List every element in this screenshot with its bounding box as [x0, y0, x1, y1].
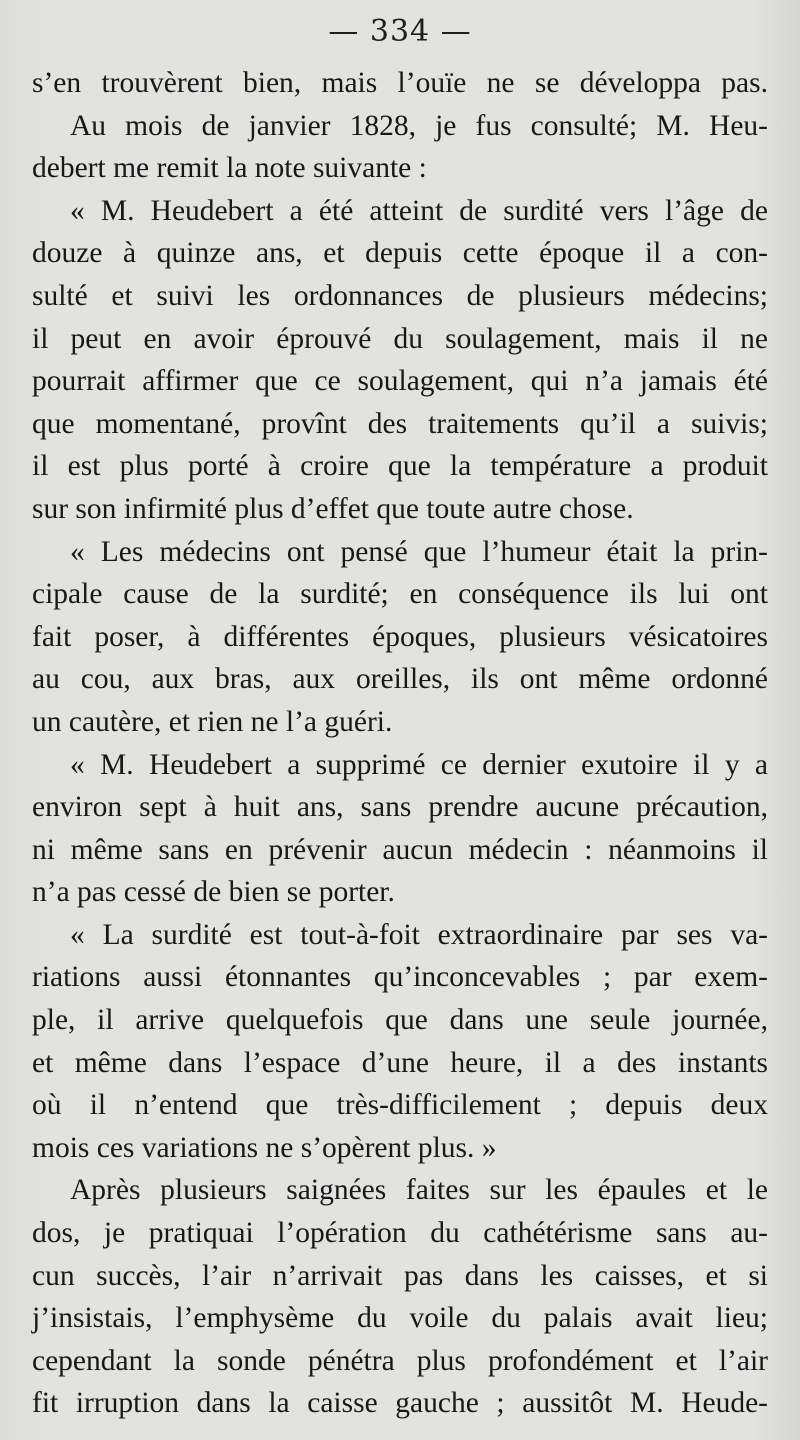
text-line: cependant la sonde pénétra plus profondément et l’air [32, 1344, 768, 1377]
text-line: sulté et suivi les ordonnances de plusieurs médecins; [32, 279, 768, 312]
text-line: il est plus porté à croire que la température a produit [32, 450, 768, 483]
text-line: environ sept à huit ans, sans prendre aucune précaution, [32, 791, 768, 824]
text-line: dos, je pratiquai l’opération du cathétérisme sans au- [32, 1217, 768, 1250]
text-line: douze à quinze ans, et depuis cette époque il a con- [32, 237, 768, 270]
text-line: « M. Heudebert a supprimé ce dernier exutoire il y a [70, 748, 768, 781]
text-line: un cautère, et rien ne l’a guéri. [32, 705, 393, 738]
text-line: il peut en avoir éprouvé du soulagement, mais il ne [32, 322, 768, 355]
text-line: au cou, aux bras, aux oreilles, ils ont même ordonné [32, 663, 768, 696]
text-line: et même dans l’espace d’une heure, il a des instants [32, 1046, 768, 1079]
text-line: fit irruption dans la caisse gauche ; aussitôt M. Heude- [32, 1387, 768, 1420]
text-line: où il n’entend que très-difficilement ; depuis deux [32, 1089, 768, 1122]
text-line: fait poser, à différentes époques, plusieurs vésicatoires [32, 620, 768, 653]
text-line: cun succès, l’air n’arrivait pas dans les caisses, et si [32, 1259, 768, 1292]
text-line: n’a pas cessé de bien se porter. [32, 876, 395, 909]
text-line: debert me remit la note suivante : [32, 152, 427, 185]
text-line: riations aussi étonnantes qu’inconcevables ; par exem- [32, 961, 768, 994]
text-line: Au mois de janvier 1828, je fus consulté; M. Heu- [70, 109, 768, 142]
text-line: que momentané, provînt des traitements qu’il a suivis; [32, 407, 768, 440]
text-line: ni même sans en prévenir aucun médecin : néanmoins il [32, 833, 768, 866]
text-line: mois ces variations ne s’opèrent plus. » [32, 1131, 497, 1164]
body-text [32, 62, 768, 1425]
text-line: pourrait affirmer que ce soulagement, qui n’a jamais été [32, 365, 768, 398]
text-line: s’en trouvèrent bien, mais l’ouïe ne se développa pas. [32, 67, 768, 99]
text-line: Après plusieurs saignées faites sur les épaules et le [70, 1174, 768, 1207]
text-line: sur son infirmité plus d’effet que toute autre chose. [32, 492, 634, 525]
text-line: « Les médecins ont pensé que l’humeur était la prin- [70, 535, 768, 568]
text-line: ple, il arrive quelquefois que dans une seule journée, [32, 1004, 768, 1037]
text-line: cipale cause de la surdité; en conséquence ils lui ont [32, 578, 768, 611]
page-number-header: — 334 — [328, 14, 472, 49]
text-line: « La surdité est tout-à-foit extraordinaire par ses va- [70, 918, 768, 951]
text-line: j’insistais, l’emphysème du voile du palais avait lieu; [32, 1302, 768, 1335]
text-line: « M. Heudebert a été atteint de surdité vers l’âge de [70, 194, 768, 227]
